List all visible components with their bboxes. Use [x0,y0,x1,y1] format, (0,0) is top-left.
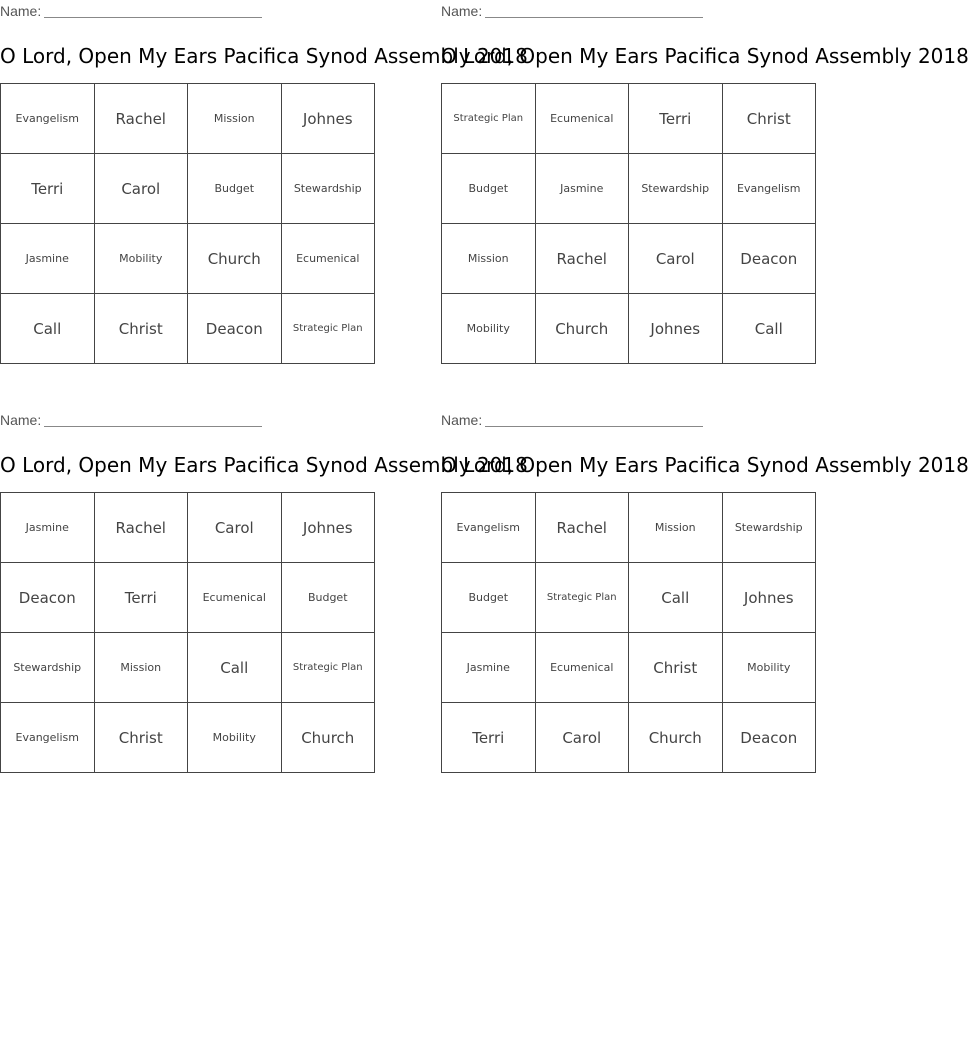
bingo-cell: Christ [94,703,188,773]
bingo-cell: Call [1,294,95,364]
bingo-cell: Carol [535,703,629,773]
grid-row [442,154,816,224]
bingo-cell: Carol [629,224,723,294]
bingo-cell: Deacon [722,703,816,773]
grid-row [1,84,375,154]
bingo-cell: Deacon [1,563,95,633]
bingo-cell: Mobility [722,633,816,703]
name-label: Name: [0,412,42,428]
bingo-cell: Deacon [188,294,282,364]
bingo-cell: Mission [442,224,536,294]
grid-row [442,84,816,154]
name-label: Name: [441,3,483,19]
bingo-cell: Church [281,703,375,773]
bingo-grid [0,83,375,364]
bingo-cell: Rachel [535,493,629,563]
grid-row [442,294,816,364]
bingo-cell: Strategic Plan [281,633,375,703]
bingo-cell: Rachel [94,493,188,563]
bingo-cell: Ecumenical [535,633,629,703]
bingo-cell: Budget [442,154,536,224]
bingo-cell: Ecumenical [535,84,629,154]
bingo-cell: Carol [94,154,188,224]
grid-row [1,633,375,703]
bingo-cell: Budget [281,563,375,633]
bingo-cell: Jasmine [442,633,536,703]
bingo-cell: Church [629,703,723,773]
name-line [441,2,703,20]
bingo-cell: Rachel [535,224,629,294]
grid-row [442,224,816,294]
bingo-cell: Stewardship [281,154,375,224]
bingo-cell: Jasmine [1,224,95,294]
bingo-grid [0,492,375,773]
name-blank-line[interactable] [44,3,262,18]
bingo-cell: Church [535,294,629,364]
bingo-cell: Call [722,294,816,364]
name-line [0,411,262,429]
grid-row [442,633,816,703]
bingo-cell: Mobility [94,224,188,294]
bingo-cell: Christ [629,633,723,703]
bingo-cell: Terri [94,563,188,633]
bingo-cell: Stewardship [629,154,723,224]
bingo-cell: Budget [188,154,282,224]
bingo-cell: Jasmine [1,493,95,563]
bingo-cell: Church [188,224,282,294]
card-title: O Lord, Open My Ears Pacifica Synod Assembly 2018 [0,453,528,477]
bingo-cell: Ecumenical [281,224,375,294]
bingo-cell: Mission [94,633,188,703]
grid-row [1,224,375,294]
grid-row [1,154,375,224]
bingo-grid [441,492,816,773]
bingo-cell: Jasmine [535,154,629,224]
grid-row [1,493,375,563]
bingo-cell: Call [188,633,282,703]
grid-row [442,703,816,773]
name-line [441,411,703,429]
bingo-cell: Evangelism [1,703,95,773]
card-title: O Lord, Open My Ears Pacifica Synod Assembly 2018 [441,453,969,477]
bingo-cell: Johnes [281,493,375,563]
name-label: Name: [441,412,483,428]
bingo-cell: Terri [1,154,95,224]
name-blank-line[interactable] [485,412,703,427]
bingo-cell: Johnes [722,563,816,633]
grid-row [442,493,816,563]
bingo-cell: Terri [629,84,723,154]
name-label: Name: [0,3,42,19]
card-title: O Lord, Open My Ears Pacifica Synod Assembly 2018 [0,44,528,68]
grid-row [1,563,375,633]
name-blank-line[interactable] [44,412,262,427]
name-blank-line[interactable] [485,3,703,18]
bingo-cell: Terri [442,703,536,773]
bingo-cell: Strategic Plan [535,563,629,633]
bingo-cell: Stewardship [722,493,816,563]
card-title: O Lord, Open My Ears Pacifica Synod Assembly 2018 [441,44,969,68]
bingo-cell: Deacon [722,224,816,294]
bingo-cell: Ecumenical [188,563,282,633]
bingo-grid [441,83,816,364]
bingo-cell: Christ [94,294,188,364]
bingo-cell: Rachel [94,84,188,154]
bingo-cell: Evangelism [1,84,95,154]
bingo-cell: Johnes [281,84,375,154]
bingo-cell: Budget [442,563,536,633]
bingo-cell: Mission [188,84,282,154]
bingo-cell: Strategic Plan [281,294,375,364]
bingo-cell: Johnes [629,294,723,364]
bingo-cell: Stewardship [1,633,95,703]
bingo-cell: Mission [629,493,723,563]
bingo-cell: Strategic Plan [442,84,536,154]
bingo-cell: Mobility [442,294,536,364]
bingo-cell: Mobility [188,703,282,773]
grid-row [442,563,816,633]
bingo-cell: Evangelism [722,154,816,224]
grid-row [1,703,375,773]
bingo-cell: Call [629,563,723,633]
bingo-cell: Carol [188,493,282,563]
bingo-cell: Christ [722,84,816,154]
bingo-cell: Evangelism [442,493,536,563]
grid-row [1,294,375,364]
name-line [0,2,262,20]
